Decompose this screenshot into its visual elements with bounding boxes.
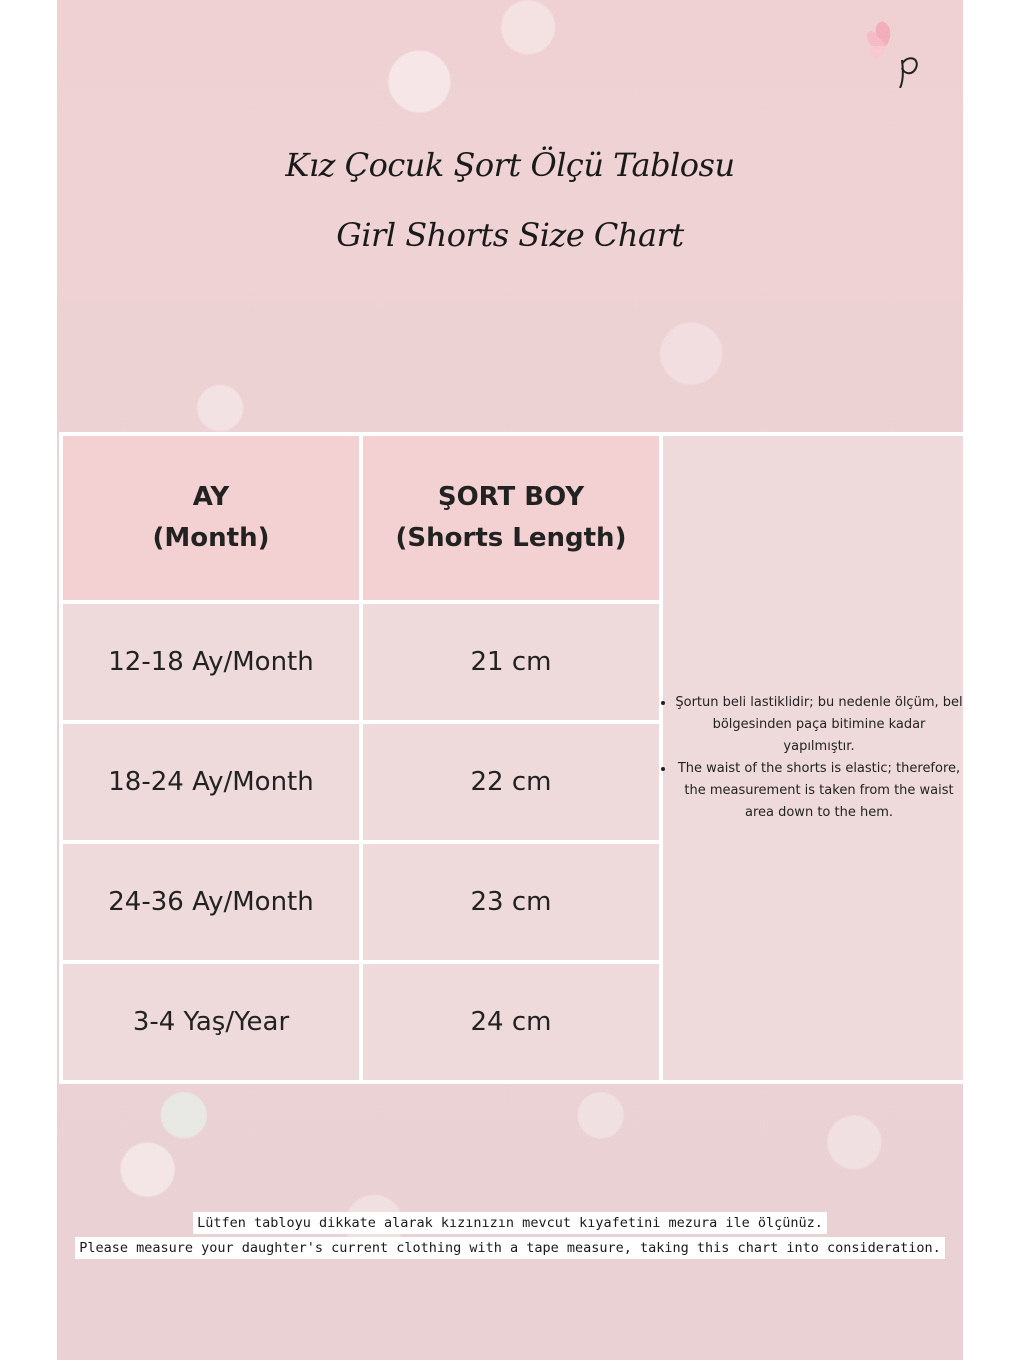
note-english: • The waist of the shorts is elastic; therefore, the measurement is taken from the waist area down to the hem. [675,758,963,824]
age-cell: 24-36 Ay/Month [61,842,361,962]
measurement-notes [661,434,963,1082]
header-month-line1: AY [192,482,230,512]
header-length-line1: ŞORT BOY [437,482,585,512]
length-cell: 22 cm [361,722,661,842]
length-cell: 21 cm [361,602,661,722]
header-shorts-length [361,434,661,602]
size-table [59,432,963,1084]
title-english: Girl Shorts Size Chart [336,216,684,254]
notes-list [663,692,963,824]
title-turkish: Kız Çocuk Şort Ölçü Tablosu [285,146,735,184]
header-month-line2: (Month) [152,523,270,553]
header-length-line2: (Shorts Length) [395,523,627,553]
table-header-row [61,434,963,602]
age-cell: 12-18 Ay/Month [61,602,361,722]
length-cell: 23 cm [361,842,661,962]
chart-title [57,130,963,270]
age-cell: 3-4 Yaş/Year [61,962,361,1082]
butterfly-p-logo-icon [862,16,924,88]
instructions-english: Please measure your daughter's current clothing with a tape measure, taking this chart into consideration. [75,1237,945,1259]
age-cell: 18-24 Ay/Month [61,722,361,842]
measuring-instructions [57,1212,963,1262]
instructions-turkish: Lütfen tabloyu dikkate alarak kızınızın mevcut kıyafetini mezura ile ölçünüz. [193,1212,827,1234]
note-turkish: • Şortun beli lastiklidir; bu nedenle ölçüm, bel bölgesinden paça bitimine kadar yapılmıştır. [675,692,963,758]
size-chart-card [57,0,963,1360]
length-cell: 24 cm [361,962,661,1082]
header-month [61,434,361,602]
